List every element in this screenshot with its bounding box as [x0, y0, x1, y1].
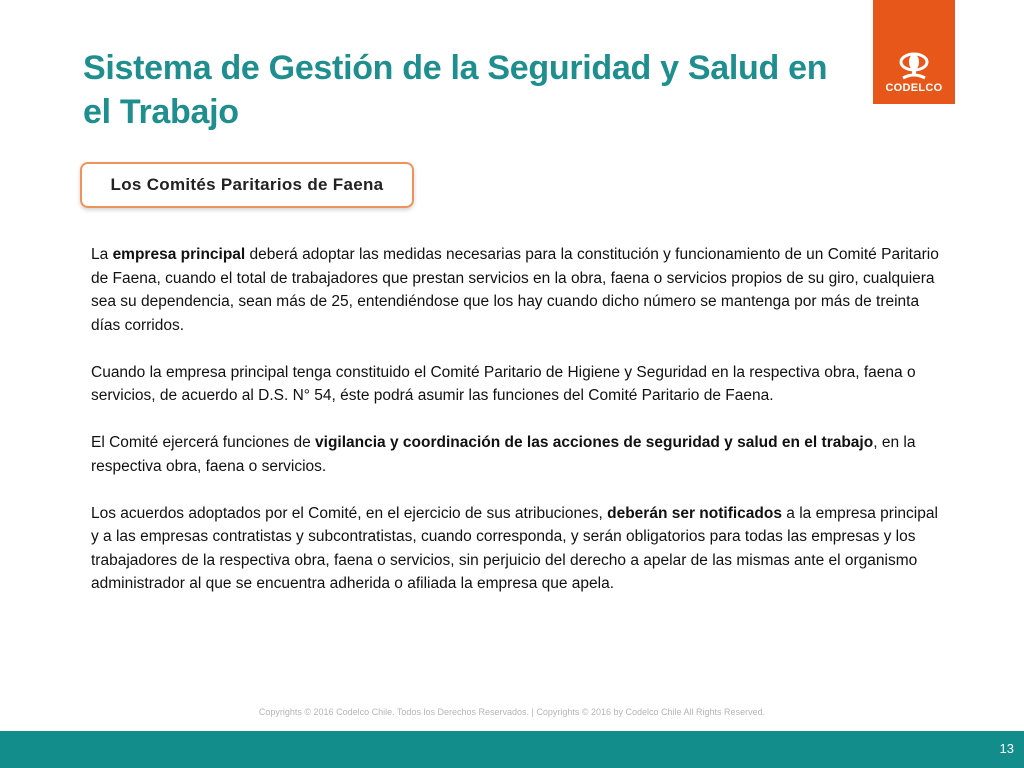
text-segment-bold: vigilancia y coordinación de las acciones de seguridad y salud en el trabajo: [315, 434, 874, 451]
paragraph: [91, 243, 941, 337]
paragraph: [91, 431, 941, 478]
paragraph: [91, 361, 941, 408]
body-text: [91, 243, 941, 619]
slide-title: Sistema de Gestión de la Seguridad y Salud en el Trabajo: [83, 49, 828, 131]
text-segment: Cuando la empresa principal tenga constituido el Comité Paritario de Higiene y Seguridad en la respectiva obra, faena o servicios, de acuerdo al D.S. N° 54, éste podrá asumir las funciones del Comité Paritario de Faena.: [91, 363, 916, 404]
text-segment: , en la respectiva obra, faena o servicios.: [91, 434, 916, 475]
text-segment: Los acuerdos adoptados por el Comité, en el ejercicio de sus atribuciones,: [91, 504, 608, 522]
footer-bar: [0, 731, 1024, 768]
section-heading: Los Comités Paritarios de Faena: [110, 175, 384, 194]
footer-copyright: Copyrights © 2016 Codelco Chile. Todos los Derechos Reservados. | Copyrights © 2016 by Codelco Chile All Rights Reserved.: [258, 707, 766, 717]
codelco-logo: [873, 0, 955, 104]
logo-wordmark: CODELCO: [885, 82, 943, 94]
section-heading-box: [80, 162, 414, 208]
text-segment: a la empresa principal y a las empresas contratistas y subcontratistas, cuando corresponda, y serán obligatorios para todas las empresas y los trabajadores de la respectiva obra, faena o servicios, sin perjuicio del derecho a apelar de las mismas ante el organismo administrador al que se encuentra adherida o afiliada la empresa que apela.: [91, 504, 938, 592]
codelco-emblem-icon: [897, 52, 931, 82]
text-segment: La: [91, 246, 113, 263]
text-segment-bold: deberán ser notificados: [607, 504, 782, 522]
text-segment-bold: empresa principal: [112, 246, 246, 263]
text-segment: El Comité ejercerá funciones de: [91, 434, 316, 451]
page-number: 13: [999, 741, 1014, 756]
paragraph: [91, 502, 941, 596]
text-segment: deberá adoptar las medidas necesarias para la constitución y funcionamiento de un Comité Paritario de Faena, cuando el total de trabajadores que prestan servicios en la obra, faena o servicios propios de su giro, cualquiera sea su dependencia, sean más de 25, entendiéndose que los hay cuando dicho número se mantenga por más de treinta días corridos.: [91, 246, 939, 334]
